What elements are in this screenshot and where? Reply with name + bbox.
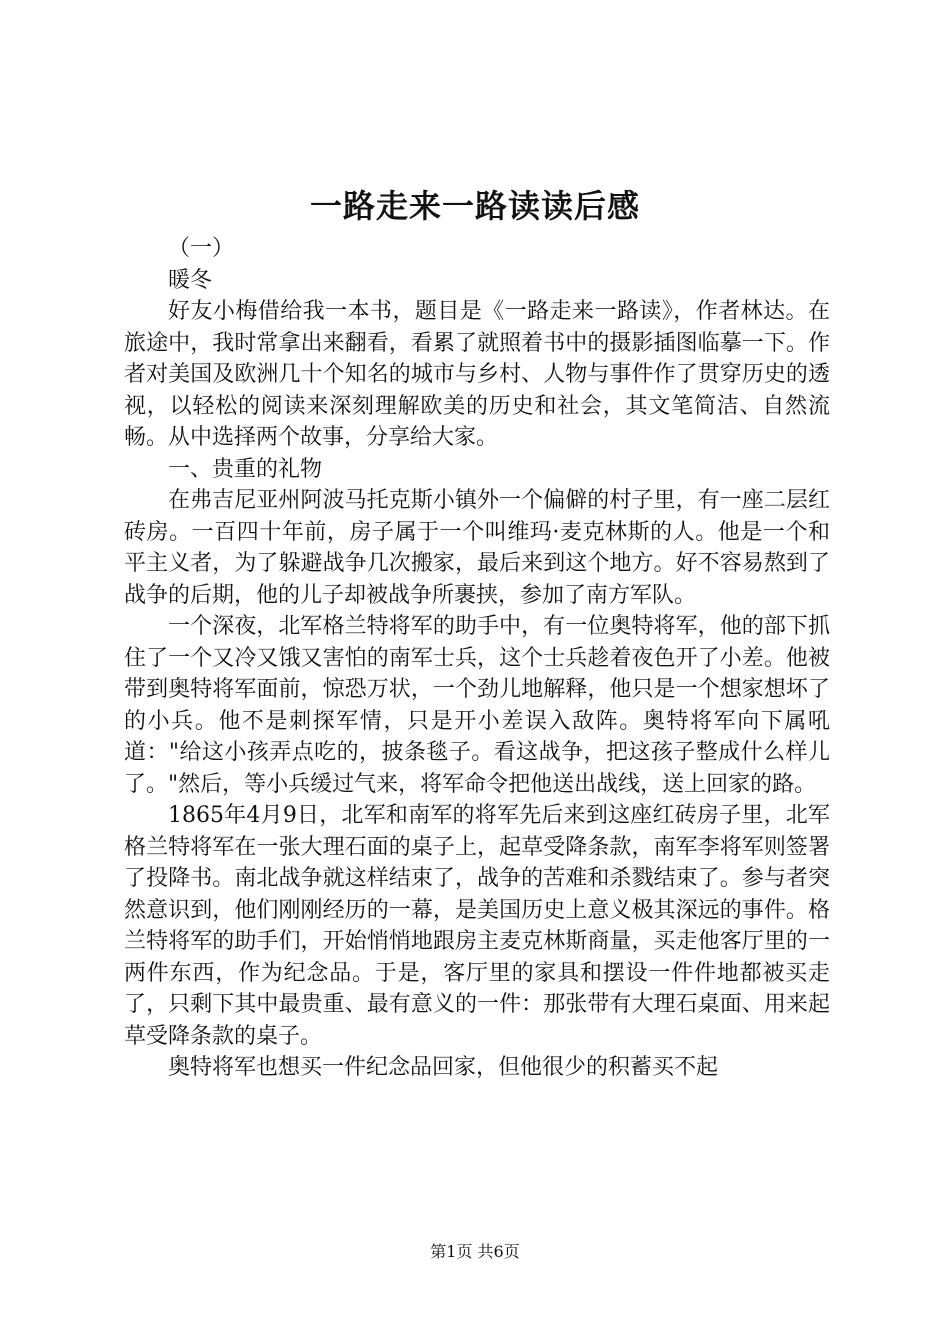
paragraph: 在弗吉尼亚州阿波马托克斯小镇外一个偏僻的村子里，有一座二层红砖房。一百四十年前，房子属于一个叫维玛·麦克林斯的人。他是一个和平主义者，为了躲避战争几次搬家，最后来到这个地方。好不容易熬到了战争的后期，他的儿子却被战争所裹挟，参加了南方军队。 bbox=[124, 488, 830, 608]
paragraph: 奥特将军也想买一件纪念品回家，但他很少的积蓄买不起 bbox=[168, 1055, 719, 1080]
document-body bbox=[124, 233, 830, 1084]
paragraph: 好友小梅借给我一本书，题目是《一路走来一路读》，作者林达。在旅途中，我时常拿出来翻看，看累了就照着书中的摄影插图临摹一下。作者对美国及欧洲几十个知名的城市与乡村、人物与事件作了贯穿历史的透视，以轻松的阅读来深刻理解欧美的历史和社会，其文笔简洁、自然流畅。从中选择两个故事，分享给大家。 bbox=[124, 299, 830, 450]
document-title: 一路走来一路读读后感 bbox=[309, 187, 640, 225]
page-footer: 第1页 共6页 bbox=[430, 1242, 520, 1261]
section-number: （一） bbox=[168, 236, 235, 261]
paragraph: 一个深夜，北军格兰特将军的助手中，有一位奥特将军，他的部下抓住了一个又冷又饿又害怕的南军士兵，这个士兵趁着夜色开了小差。他被带到奥特将军面前，惊恐万状，一个劲儿地解释，他只是一个想家想坏了的小兵。他不是刺探军情，只是开小差误入敌阵。奥特将军向下属吼道："给这小孩弄点吃的，披条毯子。看这战争，把这孩子整成什么样儿了。"然后，等小兵缓过气来，将军命令把他送出战线，送上回家的路。 bbox=[124, 614, 830, 797]
paragraph: 1865年4月9日，北军和南军的将军先后来到这座红砖房子里，北军格兰特将军在一张大理石面的桌子上，起草受降条款，南军李将军则签署了投降书。南北战争就这样结束了，战争的苦难和杀戮结束了。参与者突然意识到，他们刚刚经历的一幕，是美国历史上意义极其深远的事件。格兰特将军的助手们，开始悄悄地跟房主麦克林斯商量，买走他客厅里的一两件东西，作为纪念品。于是，客厅里的家具和摆设一件件地都被买走了，只剩下其中最贵重、最有意义的一件：那张带有大理石桌面、用来起草受降条款的桌子。 bbox=[124, 803, 830, 1049]
author-name: 暖冬 bbox=[168, 267, 213, 293]
section-heading: 一、贵重的礼物 bbox=[168, 456, 323, 482]
